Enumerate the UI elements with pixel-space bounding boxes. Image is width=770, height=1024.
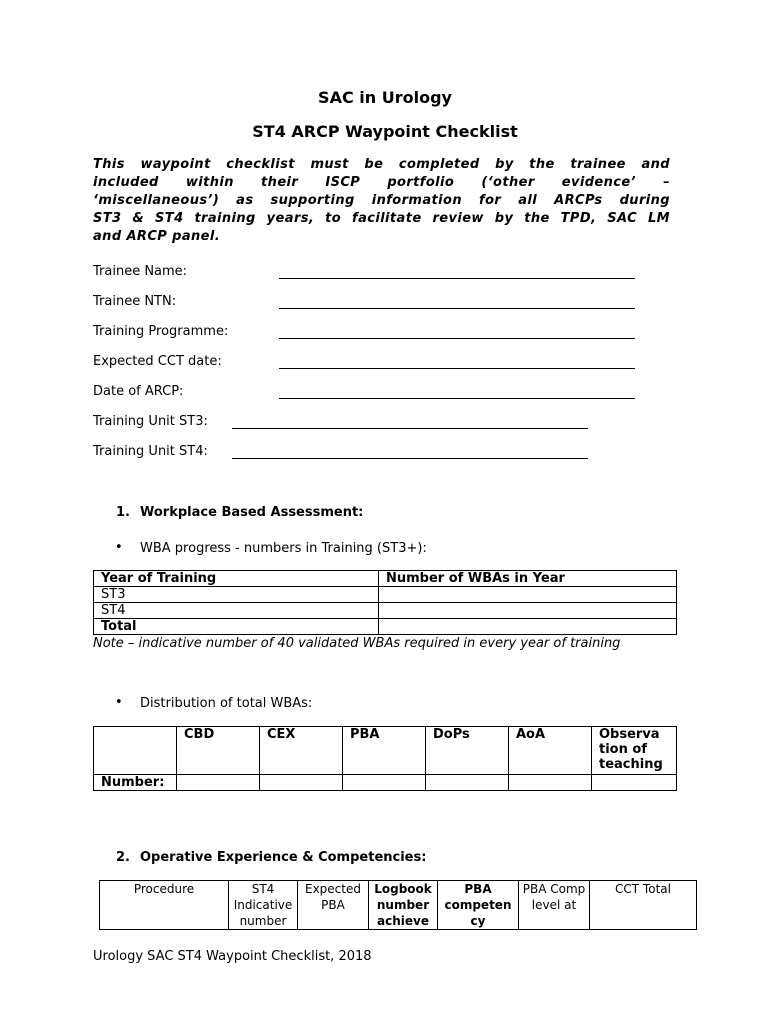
- pba-competency-header: PBA competen cy: [438, 881, 519, 930]
- cbd-count-cell[interactable]: [177, 775, 260, 791]
- table-row: [94, 775, 677, 791]
- cct-total-header: CCT Total: [590, 881, 697, 930]
- bullet-icon: •: [115, 540, 123, 555]
- operative-experience-table: [99, 880, 697, 930]
- year-cell: Total: [94, 619, 379, 635]
- cex-count-cell[interactable]: [260, 775, 343, 791]
- section-2-number: 2.: [116, 850, 130, 865]
- wba-distribution-table: [93, 726, 677, 791]
- training-programme-line[interactable]: [279, 326, 635, 339]
- year-cell: ST3: [94, 587, 379, 603]
- date-of-arcp-line[interactable]: [279, 386, 635, 399]
- intro-line: This waypoint checklist must be completed by the trainee and: [93, 157, 670, 172]
- dops-count-cell[interactable]: [426, 775, 509, 791]
- observation-count-cell[interactable]: [592, 775, 677, 791]
- wba-count-cell[interactable]: [379, 619, 677, 635]
- table-header-row: [94, 571, 677, 587]
- year-cell: ST4: [94, 603, 379, 619]
- aoa-count-cell[interactable]: [509, 775, 592, 791]
- bullet-icon: •: [115, 695, 123, 710]
- training-unit-st4-line[interactable]: [232, 446, 588, 459]
- intro-line: and ARCP panel.: [93, 229, 221, 244]
- document-subtitle: ST4 ARCP Waypoint Checklist: [252, 122, 518, 141]
- pba-comp-level-header: PBA Comp level at: [519, 881, 590, 930]
- intro-paragraph: [93, 156, 670, 246]
- table-header-cell: CEX: [260, 727, 343, 775]
- table-header-cell: PBA: [343, 727, 426, 775]
- wba-progress-text: WBA progress - numbers in Training (ST3+):: [140, 541, 427, 556]
- table-header-cell: [94, 727, 177, 775]
- intro-line: ST3 & ST4 training years, to facilitate review by the TPD, SAC LM: [93, 211, 670, 226]
- indicative-number-header: ST4 Indicative number: [229, 881, 298, 930]
- section-1-heading: Workplace Based Assessment:: [140, 505, 364, 520]
- trainee-name-label: Trainee Name:: [93, 264, 188, 279]
- training-unit-st3-line[interactable]: [232, 416, 588, 429]
- trainee-ntn-label: Trainee NTN:: [93, 294, 177, 309]
- table-header-cell: CBD: [177, 727, 260, 775]
- distribution-text: Distribution of total WBAs:: [140, 696, 313, 711]
- table-header-cell: Year of Training: [94, 571, 379, 587]
- table-row: [94, 587, 677, 603]
- training-unit-st4-label: Training Unit ST4:: [93, 444, 208, 459]
- date-of-arcp-label: Date of ARCP:: [93, 384, 184, 399]
- training-programme-label: Training Programme:: [93, 324, 229, 339]
- number-row-label: Number:: [94, 775, 177, 791]
- trainee-name-line[interactable]: [279, 266, 635, 279]
- training-unit-st3-label: Training Unit ST3:: [93, 414, 208, 429]
- table-header-cell: DoPs: [426, 727, 509, 775]
- intro-line: ‘miscellaneous’) as supporting information for all ARCPs during: [93, 193, 670, 208]
- pba-count-cell[interactable]: [343, 775, 426, 791]
- table-row: [94, 603, 677, 619]
- document-title: SAC in Urology: [318, 88, 452, 107]
- table-row: [94, 619, 677, 635]
- expected-cct-date-label: Expected CCT date:: [93, 354, 222, 369]
- wba-note: Note – indicative number of 40 validated WBAs required in every year of training: [93, 636, 621, 651]
- wba-progress-table: [93, 570, 677, 635]
- section-2-heading: Operative Experience & Competencies:: [140, 850, 427, 865]
- expected-pba-header: Expected PBA: [298, 881, 369, 930]
- table-header-cell: Observa tion of teaching: [592, 727, 677, 775]
- table-header-cell: Number of WBAs in Year: [379, 571, 677, 587]
- section-1-number: 1.: [116, 505, 130, 520]
- intro-line: included within their ISCP portfolio (‘other evidence’ –: [93, 175, 670, 190]
- logbook-number-header: Logbook number achieve: [369, 881, 438, 930]
- page-footer: Urology SAC ST4 Waypoint Checklist, 2018: [93, 949, 372, 964]
- wba-count-cell[interactable]: [379, 587, 677, 603]
- procedure-header: Procedure: [100, 881, 229, 930]
- table-header-cell: AoA: [509, 727, 592, 775]
- table-header-row: [100, 881, 697, 930]
- trainee-ntn-line[interactable]: [279, 296, 635, 309]
- expected-cct-date-line[interactable]: [279, 356, 635, 369]
- table-header-row: [94, 727, 677, 775]
- wba-count-cell[interactable]: [379, 603, 677, 619]
